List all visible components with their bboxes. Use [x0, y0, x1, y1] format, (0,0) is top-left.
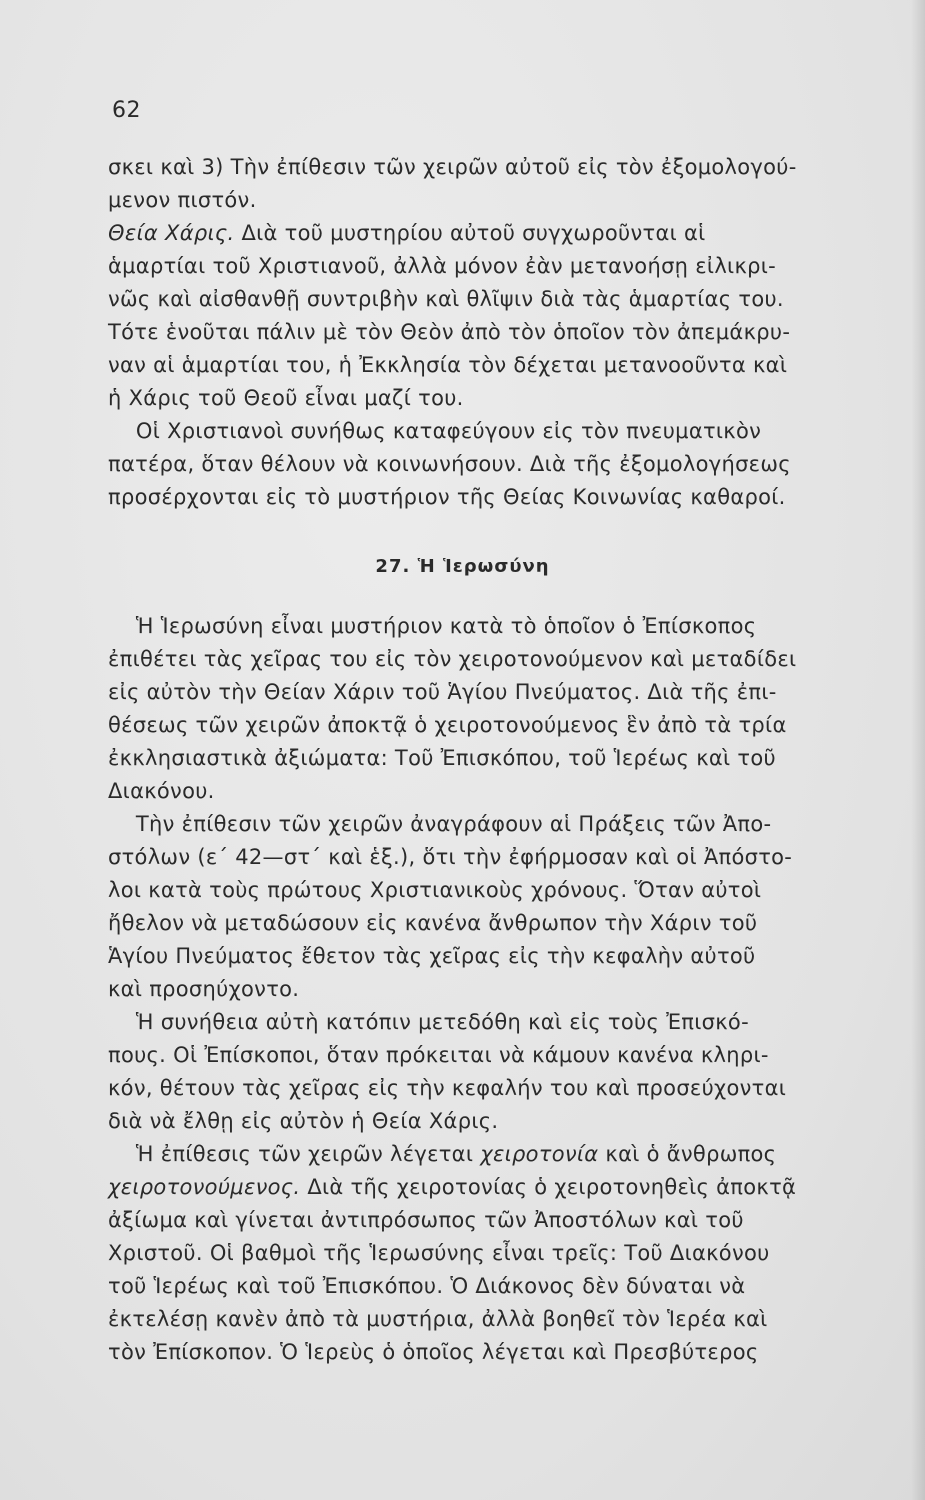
text-line: ἐκτελέσῃ κανὲν ἀπὸ τὰ μυστήρια, ἀλλὰ βοηθεῖ τὸν Ἱερέα καὶ — [108, 1307, 768, 1331]
text-line: ἤθελον νὰ μεταδώσουν εἰς κανένα ἄνθρωπον τὴν Χάριν τοῦ — [108, 911, 758, 935]
text-line: Τότε ἑνοῦται πάλιν μὲ τὸν Θεὸν ἀπὸ τὸν ὁποῖον τὸν ἀπεμάκρυ- — [108, 320, 791, 344]
text-line: ἀξίωμα καὶ γίνεται ἀντιπρόσωπος τῶν Ἀποστόλων καὶ τοῦ — [108, 1208, 744, 1232]
text-line: καὶ προσηύχοντο. — [108, 977, 300, 1001]
text-line: ναν αἱ ἁμαρτίαι του, ἡ Ἐκκλησία τὸν δέχεται μετανοοῦντα καὶ — [108, 353, 788, 377]
text-line: ἐκκλησιαστικὰ ἀξιώματα: Τοῦ Ἐπισκόπου, τοῦ Ἱερέως καὶ τοῦ — [108, 746, 776, 770]
text-line: Τὴν ἐπίθεσιν τῶν χειρῶν ἀναγράφουν αἱ Πράξεις τῶν Ἀπο- — [108, 812, 772, 836]
italic-term: χειροτονούμενος. — [108, 1175, 301, 1199]
text-line: Οἱ Χριστιανοὶ συνήθως καταφεύγουν εἰς τὸν πνευματικὸν — [108, 419, 762, 443]
text-line: Διακόνου. — [108, 779, 215, 803]
italic-term: Θεία Χάρις. — [108, 221, 235, 245]
section-heading: 27. Ἡ Ἱερωσύνη — [375, 556, 550, 577]
italic-term: χειροτονία — [480, 1142, 599, 1166]
text-span: Ἡ ἐπίθεσις τῶν χειρῶν λέγεται — [108, 1142, 481, 1166]
text-line: λοι κατὰ τοὺς πρώτους Χριστιανικοὺς χρόνους. Ὅταν αὐτοὶ — [108, 878, 762, 902]
text-line: ἐπιθέτει τὰς χεῖρας του εἰς τὸν χειροτονούμενον καὶ μεταδίδει — [108, 647, 797, 671]
text-line: στόλων (ε΄ 42—στ΄ καὶ ἑξ.), ὅτι τὴν ἐφήρμοσαν καὶ οἱ Ἀπόστο- — [108, 845, 793, 869]
page-number: 62 — [112, 98, 141, 123]
text-span: Διὰ τοῦ μυστηρίου αὐτοῦ συγχωροῦνται αἱ — [234, 221, 706, 245]
text-line: Ἁγίου Πνεύματος ἔθετον τὰς χεῖρας εἰς τὴν κεφαλὴν αὐτοῦ — [108, 944, 756, 968]
text-span: καὶ ὁ ἄνθρωπος — [598, 1142, 777, 1166]
text-line: νῶς καὶ αἰσθανθῇ συντριβὴν καὶ θλῖψιν διὰ τὰς ἁμαρτίας του. — [108, 287, 784, 311]
text-line: Ἡ Ἱερωσύνη εἶναι μυστήριον κατὰ τὸ ὁποῖον ὁ Ἐπίσκοπος — [108, 614, 757, 638]
text-line: διὰ νὰ ἔλθῃ εἰς αὐτὸν ἡ Θεία Χάρις. — [108, 1109, 499, 1133]
text-line: θέσεως τῶν χειρῶν ἀποκτᾷ ὁ χειροτονούμενος ἓν ἀπὸ τὰ τρία — [108, 713, 787, 737]
text-line-cheirotonoumenos — [108, 1175, 925, 1199]
text-line: τὸν Ἐπίσκοπον. Ὁ Ἱερεὺς ὁ ὁποῖος λέγεται καὶ Πρεσβύτερος — [108, 1340, 759, 1364]
text-line: ἡ Χάρις τοῦ Θεοῦ εἶναι μαζί του. — [108, 386, 464, 410]
text-line: προσέρχονται εἰς τὸ μυστήριον τῆς Θείας Κοινωνίας καθαροί. — [108, 485, 786, 509]
text-line: Ἡ συνήθεια αὐτὴ κατόπιν μετεδόθη καὶ εἰς τοὺς Ἐπισκό- — [108, 1010, 749, 1034]
text-line: εἰς αὐτὸν τὴν Θείαν Χάριν τοῦ Ἁγίου Πνεύματος. Διὰ τῆς ἐπι- — [108, 680, 777, 704]
text-line-grace — [108, 221, 925, 245]
text-line: σκει καὶ 3) Τὴν ἐπίθεσιν τῶν χειρῶν αὐτοῦ εἰς τὸν ἐξομολογού- — [108, 155, 797, 179]
text-line: ἁμαρτίαι τοῦ Χριστιανοῦ, ἀλλὰ μόνον ἐὰν μετανοήσῃ εἰλικρι- — [108, 254, 777, 278]
text-line: πους. Οἱ Ἐπίσκοποι, ὅταν πρόκειται νὰ κάμουν κανένα κληρι- — [108, 1043, 769, 1067]
text-span: Διὰ τῆς χειροτονίας ὁ χειροτονηθεὶς ἀποκτᾷ — [300, 1175, 797, 1199]
text-line: πατέρα, ὅταν θέλουν νὰ κοινωνήσουν. Διὰ τῆς ἐξομολογήσεως — [108, 452, 791, 476]
text-line: Χριστοῦ. Οἱ βαθμοὶ τῆς Ἱερωσύνης εἶναι τρεῖς: Τοῦ Διακόνου — [108, 1241, 770, 1265]
text-line: κόν, θέτουν τὰς χεῖρας εἰς τὴν κεφαλήν του καὶ προσεύχονται — [108, 1076, 787, 1100]
text-line: τοῦ Ἱερέως καὶ τοῦ Ἐπισκόπου. Ὁ Διάκονος δὲν δύναται νὰ — [108, 1274, 746, 1298]
text-line: μενον πιστόν. — [108, 188, 257, 212]
text-line-cheirotonia — [108, 1142, 925, 1166]
